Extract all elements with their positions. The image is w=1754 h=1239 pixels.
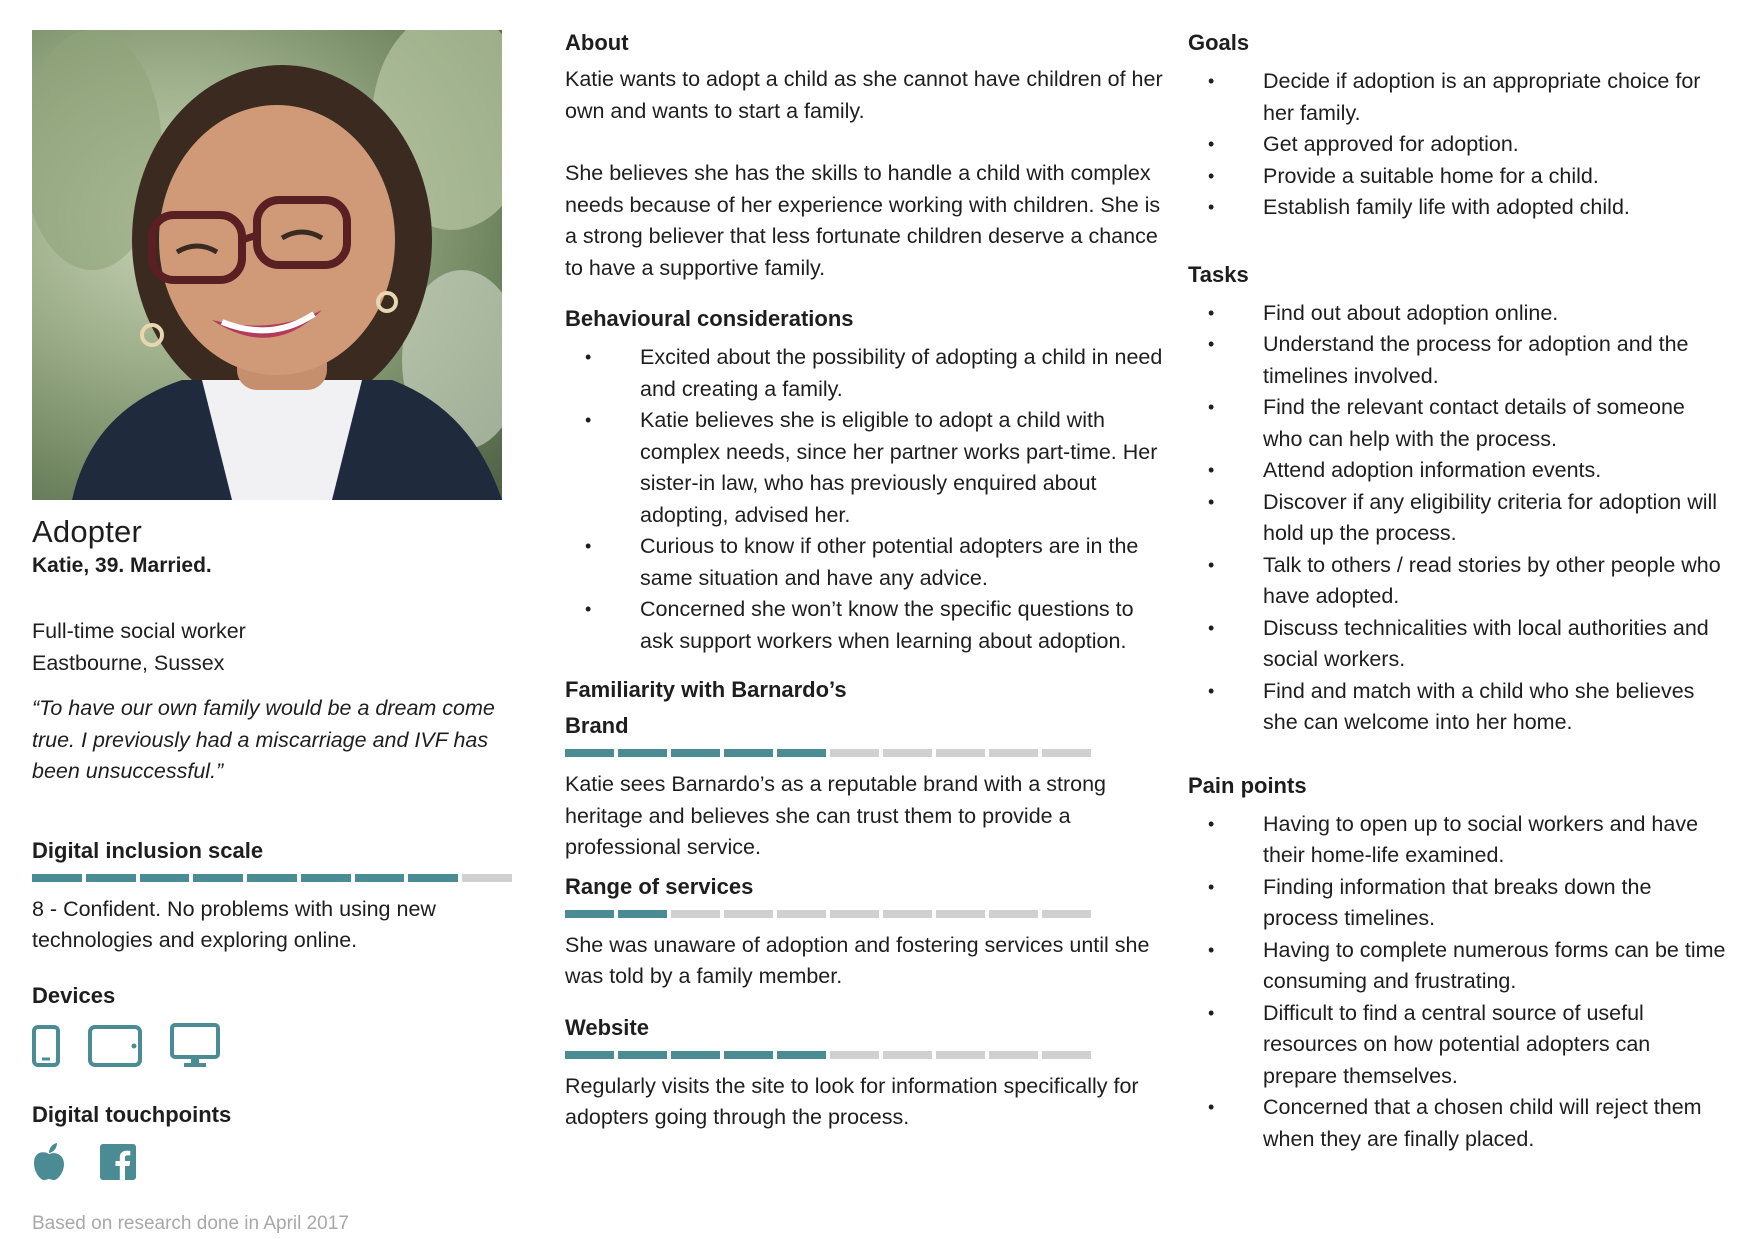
website-label: Website (565, 1014, 649, 1040)
scale-segment (777, 749, 826, 757)
services-text: She was unaware of adoption and fostering services until she was told by a family member. (565, 932, 1150, 988)
list-item: • Having to open up to social workers and have their home-life examined. (1188, 809, 1728, 872)
scale-segment (724, 910, 773, 918)
scale-segment (671, 910, 720, 918)
tablet-icon (88, 1025, 142, 1072)
list-item: • Talk to others / read stories by other people who have adopted. (1188, 550, 1728, 613)
list-item: • Find and match with a child who she believes she can welcome into her home. (1188, 676, 1728, 739)
scale-segment (724, 749, 773, 757)
persona-location: Eastbourne, Sussex (32, 650, 225, 675)
persona-column (32, 30, 512, 1235)
tasks-list (1188, 298, 1728, 739)
scale-segment (355, 874, 405, 882)
scale-segment (883, 749, 932, 757)
website-text: Regularly visits the site to look for information specifically for adopters going through the process. (565, 1073, 1139, 1129)
pain-points-heading: Pain points (1188, 772, 1307, 798)
list-item: • Provide a suitable home for a child. (1188, 161, 1728, 193)
scale-segment (777, 1051, 826, 1059)
list-item: • Concerned that a chosen child will reject them when they are finally placed. (1188, 1092, 1728, 1155)
list-item: • Curious to know if other potential adopters are in the same situation and have any advice. (565, 531, 1165, 594)
behavioural-heading: Behavioural considerations (565, 306, 854, 331)
persona-role: Adopter (32, 514, 142, 549)
tasks-heading: Tasks (1188, 261, 1249, 287)
list-item: • Get approved for adoption. (1188, 129, 1728, 161)
goals-column (1188, 30, 1728, 1155)
list-item: • Find the relevant contact details of someone who can help with the process. (1188, 392, 1728, 455)
scale-segment (830, 749, 879, 757)
persona-details (32, 616, 512, 679)
devices-icons (32, 1023, 512, 1074)
list-item: • Difficult to find a central source of useful resources on how potential adopters can prepare themselves. (1188, 998, 1728, 1093)
research-footnote: Based on research done in April 2017 (32, 1212, 349, 1234)
digital-inclusion-description: 8 - Confident. No problems with using new technologies and exploring online. (32, 896, 436, 952)
brand-label: Brand (565, 713, 629, 738)
scale-segment (671, 1051, 720, 1059)
scale-segment (883, 1051, 932, 1059)
scale-segment (883, 910, 932, 918)
scale-segment (830, 1051, 879, 1059)
pain-points-list (1188, 809, 1728, 1156)
list-item: • Find out about adoption online. (1188, 298, 1728, 330)
scale-segment (1042, 910, 1091, 918)
about-paragraph-2: She believes she has the skills to handle a child with complex needs because of her experience working with children. She is a strong believer that less fortunate children deserve a chance to have a supportive family. (565, 161, 1161, 280)
scale-segment (936, 1051, 985, 1059)
scale-segment (32, 874, 82, 882)
scale-segment (618, 749, 667, 757)
scale-segment (140, 874, 190, 882)
list-item: • Attend adoption information events. (1188, 455, 1728, 487)
services-label: Range of services (565, 873, 754, 899)
list-item: • Decide if adoption is an appropriate choice for her family. (1188, 66, 1728, 129)
services-familiarity-scale (565, 910, 1091, 918)
digital-inclusion-scale (32, 874, 512, 882)
about-paragraph-1: Katie wants to adopt a child as she cannot have children of her own and wants to start a family. (565, 67, 1163, 123)
list-item: • Establish family life with adopted child. (1188, 192, 1728, 224)
scale-segment (989, 1051, 1038, 1059)
desktop-icon (170, 1023, 220, 1074)
scale-segment (1042, 749, 1091, 757)
list-item: • Finding information that breaks down the process timelines. (1188, 872, 1728, 935)
scale-segment (936, 910, 985, 918)
goals-heading: Goals (1188, 30, 1250, 55)
scale-segment (247, 874, 297, 882)
scale-segment (86, 874, 136, 882)
persona-photo (32, 30, 502, 500)
scale-segment (936, 749, 985, 757)
brand-familiarity-scale (565, 749, 1091, 757)
scale-segment (989, 749, 1038, 757)
list-item: • Understand the process for adoption and the timelines involved. (1188, 329, 1728, 392)
scale-segment (1042, 1051, 1091, 1059)
scale-segment (777, 910, 826, 918)
digital-inclusion-heading: Digital inclusion scale (32, 837, 264, 863)
scale-segment (462, 874, 512, 882)
list-item: • Having to complete numerous forms can be time consuming and frustrating. (1188, 935, 1728, 998)
persona-quote: “To have our own family would be a dream come true. I previously had a miscarriage and IVF has been unsuccessful.” (32, 696, 495, 783)
persona-occupation: Full-time social worker (32, 619, 246, 643)
apple-icon (32, 1142, 66, 1187)
persona-photo-illustration (32, 30, 502, 500)
touchpoints-heading: Digital touchpoints (32, 1101, 232, 1127)
persona-summary: Katie, 39. Married. (32, 554, 212, 577)
scale-segment (408, 874, 458, 882)
about-column (565, 30, 1165, 1134)
scale-segment (193, 874, 243, 882)
scale-segment (989, 910, 1038, 918)
scale-segment (671, 749, 720, 757)
devices-heading: Devices (32, 982, 116, 1008)
list-item: • Discover if any eligibility criteria for adoption will hold up the process. (1188, 487, 1728, 550)
goals-list (1188, 66, 1728, 224)
facebook-icon (100, 1144, 136, 1185)
about-heading: About (565, 30, 629, 55)
familiarity-heading: Familiarity with Barnardo’s (565, 677, 847, 702)
scale-segment (565, 910, 614, 918)
list-item: • Discuss technicalities with local authorities and social workers. (1188, 613, 1728, 676)
scale-segment (565, 749, 614, 757)
list-item: • Excited about the possibility of adopting a child in need and creating a family. (565, 342, 1165, 405)
smartphone-icon (32, 1025, 60, 1072)
brand-text: Katie sees Barnardo’s as a reputable brand with a strong heritage and believes she can trust them to provide a professional service. (565, 772, 1107, 859)
scale-segment (724, 1051, 773, 1059)
scale-segment (618, 910, 667, 918)
website-familiarity-scale (565, 1051, 1091, 1059)
behavioural-list (565, 342, 1165, 657)
list-item: • Concerned she won’t know the specific questions to ask support workers when learning about adoption. (565, 594, 1165, 657)
scale-segment (301, 874, 351, 882)
scale-segment (830, 910, 879, 918)
scale-segment (565, 1051, 614, 1059)
touchpoints-icons (32, 1142, 512, 1187)
scale-segment (618, 1051, 667, 1059)
list-item: • Katie believes she is eligible to adopt a child with complex needs, since her partner works part-time. Her sister-in law, who has previously enquired about adopting, advised her. (565, 405, 1165, 531)
